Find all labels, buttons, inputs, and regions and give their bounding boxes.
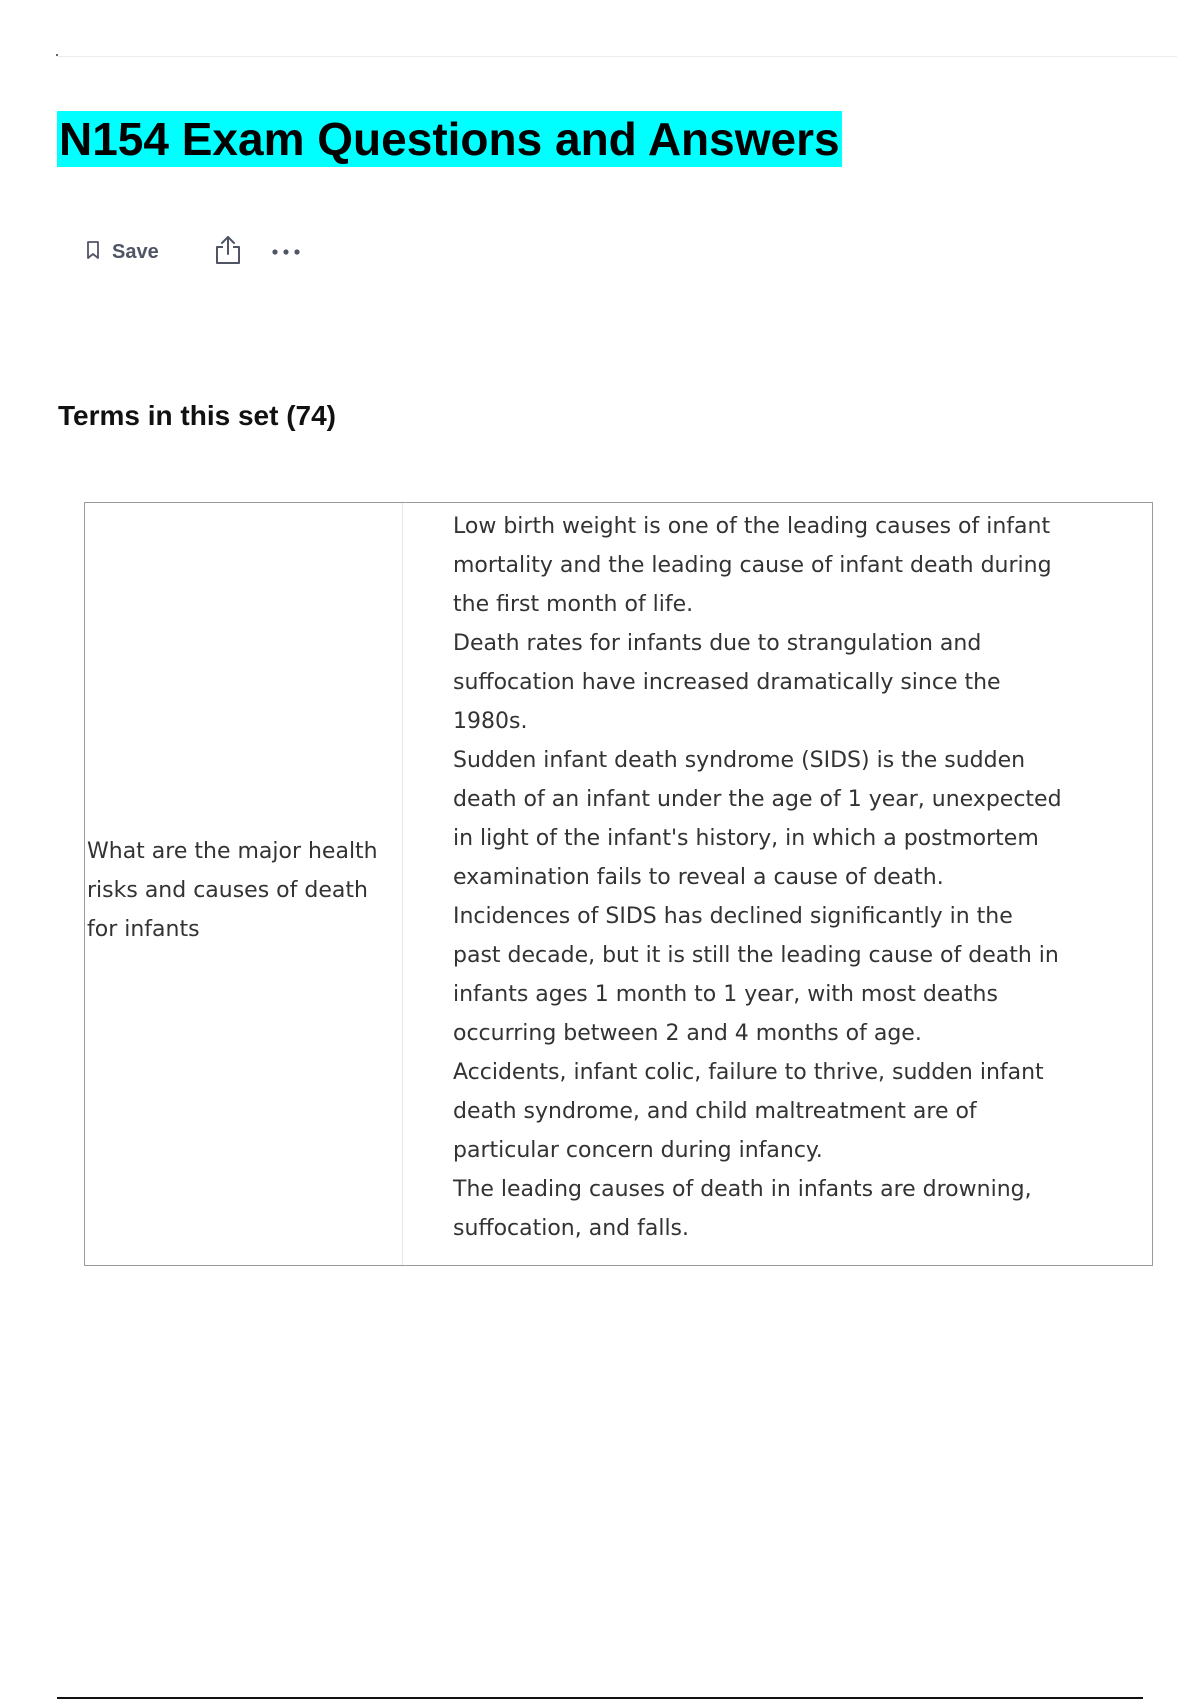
more-options-button[interactable] — [271, 243, 301, 261]
page-title: N154 Exam Questions and Answers — [59, 113, 840, 165]
set-toolbar — [86, 232, 301, 272]
top-divider — [57, 56, 1177, 57]
save-button[interactable] — [86, 240, 159, 265]
definition-paragraph: Low birth weight is one of the leading causes of infant mortality and the leading cause of infant death during the first month of life. — [453, 514, 1052, 617]
term-text: What are the major health risks and causes of death for infants — [87, 838, 378, 942]
bookmark-icon — [86, 240, 100, 265]
definition-column — [403, 503, 1152, 1265]
share-button[interactable] — [213, 234, 243, 271]
terms-heading: Terms in this set (74) — [58, 400, 337, 431]
term-column — [85, 503, 403, 1265]
definition-paragraph: Incidences of SIDS has declined significantly in the past decade, but it is still the leading cause of death in infants ages 1 month to 1 year, with most deaths occurring between 2 and 4 months of age. — [453, 904, 1059, 1046]
bottom-divider — [57, 1697, 1143, 1699]
share-icon — [213, 234, 243, 271]
definition-paragraph: The leading causes of death in infants are drowning, suffocation, and falls. — [453, 1177, 1032, 1241]
definition-paragraph: Sudden infant death syndrome (SIDS) is the sudden death of an infant under the age of 1 year, unexpected in light of the infant's history, in which a postmortem examination fails to reveal a cause of death. — [453, 748, 1062, 890]
definition-paragraph: Accidents, infant colic, failure to thrive, sudden infant death syndrome, and child maltreatment are of particular concern during infancy. — [453, 1060, 1044, 1163]
top-dot-mark — [56, 54, 58, 56]
term-card — [84, 502, 1153, 1266]
more-options-icon — [271, 243, 301, 261]
definition-paragraph: Death rates for infants due to strangulation and suffocation have increased dramatically since the 1980s. — [453, 631, 1001, 734]
save-label: Save — [112, 240, 159, 263]
